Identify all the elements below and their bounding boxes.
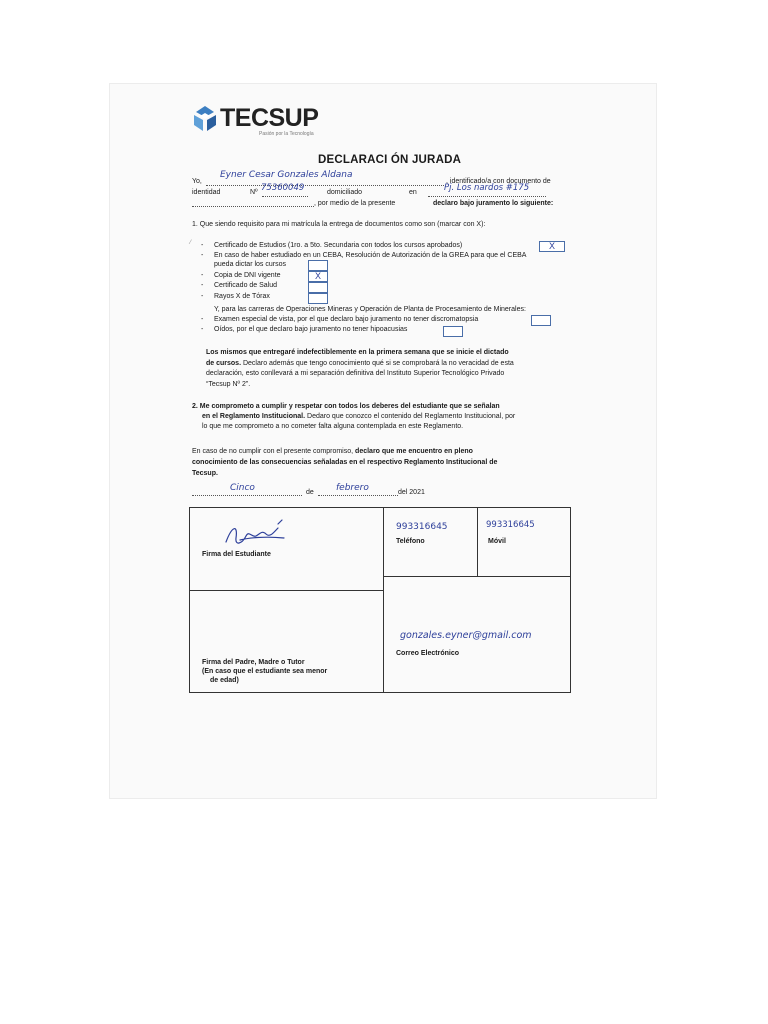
date-month: febrero <box>336 483 369 493</box>
identidad-label: identidad <box>192 189 221 196</box>
item-bullet: - <box>201 252 204 259</box>
compromise-line-3: Tecsup. <box>192 470 218 477</box>
mining-note: Y, para las carreras de Operaciones Mineras y Operación de Planta de Procesamiento de Minerales: <box>214 306 526 313</box>
logo-text: TECSUP <box>220 104 319 132</box>
phone-label: Teléfono <box>396 538 425 545</box>
section2-line-2-plain: Dedaro que conozco el contenido del Reglamento Institucional, por <box>305 413 516 420</box>
item-bullet: - <box>201 282 204 289</box>
compromise-line-1-plain: En caso de no cumplir con el presente compromiso, <box>192 448 354 455</box>
num-label: Nº <box>250 189 258 196</box>
date-de-label: de <box>306 489 314 496</box>
closing-line <box>192 206 314 207</box>
checkbox-dni[interactable]: X <box>308 271 328 282</box>
item-bullet: - <box>201 242 204 249</box>
para-line-1: Los mismos que entregaré indefectiblemente en la primera semana que se inicie el dictado <box>206 349 509 356</box>
para-line-2 <box>206 359 514 368</box>
page-title: DECLARACI ÓN JURADA <box>318 154 462 166</box>
phone-value: 993316645 <box>396 522 448 532</box>
mobile-value: 993316645 <box>486 520 535 530</box>
identified-text: , identificado/a con documento de <box>446 178 551 185</box>
pen-mark: ⁄ <box>190 240 192 246</box>
item-salud: Certificado de Salud <box>214 282 278 289</box>
month-line <box>318 495 398 496</box>
item-certificado-estudios: Certificado de Estudios (1ro. a 5to. Secundaria con todos los cursos aprobados) <box>214 242 463 249</box>
grid-divider-h-right <box>383 576 570 577</box>
student-signature-icon <box>220 516 290 550</box>
tecsup-logo-icon <box>190 104 220 134</box>
item-rayos: Rayos X de Tórax <box>214 293 270 300</box>
date-year: del 2021 <box>398 489 425 496</box>
email-value: gonzales.eyner@gmail.com <box>400 630 532 641</box>
item-dni: Copia de DNI vigente <box>214 272 281 279</box>
closing-plain: , por medio de la presente <box>314 200 396 207</box>
email-label: Correo Electrónico <box>396 650 460 657</box>
grid-divider-h-left <box>190 590 383 591</box>
item-bullet: - <box>201 316 204 323</box>
mobile-label: Móvil <box>488 538 506 545</box>
item-bullet: - <box>201 272 204 279</box>
compromise-line-1 <box>192 447 473 456</box>
item-oidos: Oídos, por el que declaro bajo juramento no tener hipoacusias <box>214 326 408 333</box>
para-line-4: “Tecsup Nº 2”. <box>206 381 251 388</box>
parent-signature-label: Firma del Padre, Madre o Tutor <box>202 659 305 666</box>
para-line-2-plain: Declaro además que tengo conocimiento qué si se comprobará la no veracidad de esta <box>241 360 514 367</box>
checkbox-oidos[interactable] <box>443 326 463 337</box>
section2-line-1: 2. Me comprometo a cumplir y respetar con todos los deberes del estudiante que se señalan <box>192 403 500 410</box>
parent-note-1: (En caso que el estudiante sea menor <box>202 668 328 675</box>
logo-tagline: Pasión por la Tecnología <box>259 131 314 137</box>
checkbox-salud[interactable] <box>308 282 328 293</box>
checkbox-vista[interactable] <box>531 315 551 326</box>
compromise-line-1-bold: declaro que me encuentro en pleno <box>353 448 473 455</box>
item-bullet: - <box>201 293 204 300</box>
grid-divider-v <box>383 508 384 692</box>
checkbox-rayos[interactable] <box>308 293 328 304</box>
document-page <box>110 84 656 798</box>
en-label: en <box>409 189 417 196</box>
student-signature-label: Firma del Estudiante <box>202 551 271 558</box>
item-ceba: En caso de haber estudiado en un CEBA, Resolución de Autorización de la GREA para que el CEBA <box>214 252 527 259</box>
closing-bold: declaro bajo juramento lo siguiente: <box>433 200 554 207</box>
checkbox-certificado-estudios[interactable]: X <box>539 241 565 252</box>
item-bullet: - <box>201 326 204 333</box>
para-line-2-bold: de cursos. <box>206 360 242 367</box>
signature-grid <box>189 507 571 693</box>
day-line <box>192 495 302 496</box>
compromise-line-2: conocimiento de las consecuencias señaladas en el respectivo Reglamento Institucional de <box>192 459 498 466</box>
date-day: Cinco <box>230 483 255 493</box>
yo-label: Yo, <box>192 178 202 185</box>
section2-line-2 <box>202 412 515 421</box>
doc-number-line <box>262 196 308 197</box>
item-vista: Examen especial de vista, por el que declaro bajo juramento no tener discromatopsia <box>214 316 479 323</box>
address: Pj. Los nardos #175 <box>444 183 530 193</box>
section1-heading: 1. Que siendo requisito para mi matrícula la entrega de documentos como son (marcar con X): <box>192 221 486 228</box>
item-ceba-cont: pueda dictar los cursos <box>214 261 286 268</box>
grid-divider-v2 <box>477 508 478 576</box>
section2-line-3: lo que me comprometo a no cometer falta alguna contemplada en este Reglamento. <box>202 423 464 430</box>
doc-number: 75360049 <box>261 183 305 193</box>
section2-line-2-bold: en el Reglamento Institucional. <box>202 413 306 420</box>
student-name: Eyner Cesar Gonzales Aldana <box>220 170 353 180</box>
para-line-3: declaración, esto conllevará a mi separación definitiva del Instituto Superior Tecnológico Privado <box>206 370 505 377</box>
domiciliado-label: domiciliado <box>327 189 363 196</box>
checkbox-ceba[interactable] <box>308 260 328 271</box>
parent-note-2: de edad) <box>210 677 239 684</box>
name-line <box>206 185 444 186</box>
address-line <box>428 196 546 197</box>
